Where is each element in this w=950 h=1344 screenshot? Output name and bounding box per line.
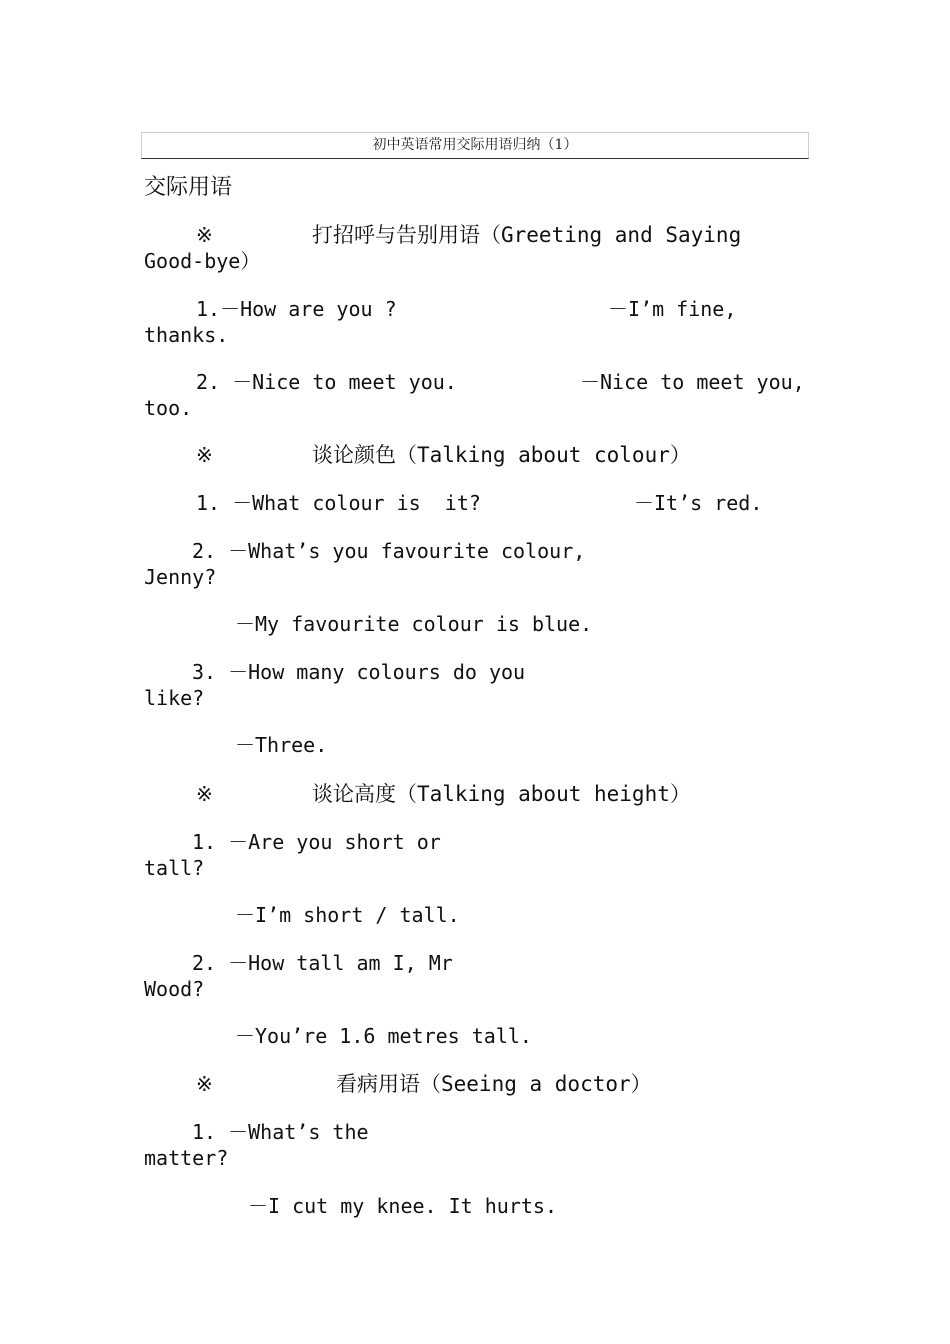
document-title: 交际用语 — [144, 175, 233, 200]
dialogue-line: －I’m short / tall. — [235, 903, 460, 927]
dialogue-line: 2. －What’s you favourite colour, — [192, 539, 586, 563]
section-heading-greeting-cont: Good-bye） — [144, 249, 261, 273]
section-heading-doctor: 看病用语（Seeing a doctor） — [336, 1072, 652, 1096]
dialogue-line: －My favourite colour is blue. — [235, 612, 593, 636]
dialogue-line: 2. －Nice to meet you. — [196, 370, 457, 394]
dialogue-line: 1. －What colour is it? — [196, 491, 481, 515]
dialogue-line: 1.－How are you ? — [196, 297, 397, 321]
dialogue-line: －I cut my knee. It hurts. — [248, 1194, 557, 1218]
reference-mark-icon: ※ — [196, 443, 213, 467]
section-heading-colour: 谈论颜色（Talking about colour） — [312, 443, 691, 467]
section-heading-greeting: 打招呼与告别用语（Greeting and Saying — [312, 223, 742, 247]
dialogue-line: 1. －Are you short or — [192, 830, 441, 854]
section-heading-height: 谈论高度（Talking about height） — [312, 782, 691, 806]
dialogue-line: －Nice to meet you, — [580, 370, 805, 394]
dialogue-line: 1. －What’s the — [192, 1120, 369, 1144]
dialogue-line: 3. －How many colours do you — [192, 660, 526, 684]
dialogue-line: Jenny? — [144, 565, 217, 589]
dialogue-line: thanks. — [144, 323, 229, 347]
dialogue-line: －It’s red. — [634, 491, 763, 515]
dialogue-line: －You’re 1.6 metres tall. — [235, 1024, 532, 1048]
dialogue-line: like? — [144, 686, 205, 710]
page-header: 初中英语常用交际用语归纳（1） — [141, 132, 809, 159]
dialogue-line: Wood? — [144, 977, 205, 1001]
dialogue-line: 2. －How tall am I, Mr — [192, 951, 453, 975]
dialogue-line: matter? — [144, 1146, 229, 1170]
dialogue-line: too. — [144, 396, 193, 420]
reference-mark-icon: ※ — [196, 782, 213, 806]
reference-mark-icon: ※ — [196, 223, 213, 247]
dialogue-line: －Three. — [235, 733, 328, 757]
reference-mark-icon: ※ — [196, 1072, 213, 1096]
dialogue-line: －I’m fine, — [608, 297, 737, 321]
dialogue-line: tall? — [144, 856, 205, 880]
